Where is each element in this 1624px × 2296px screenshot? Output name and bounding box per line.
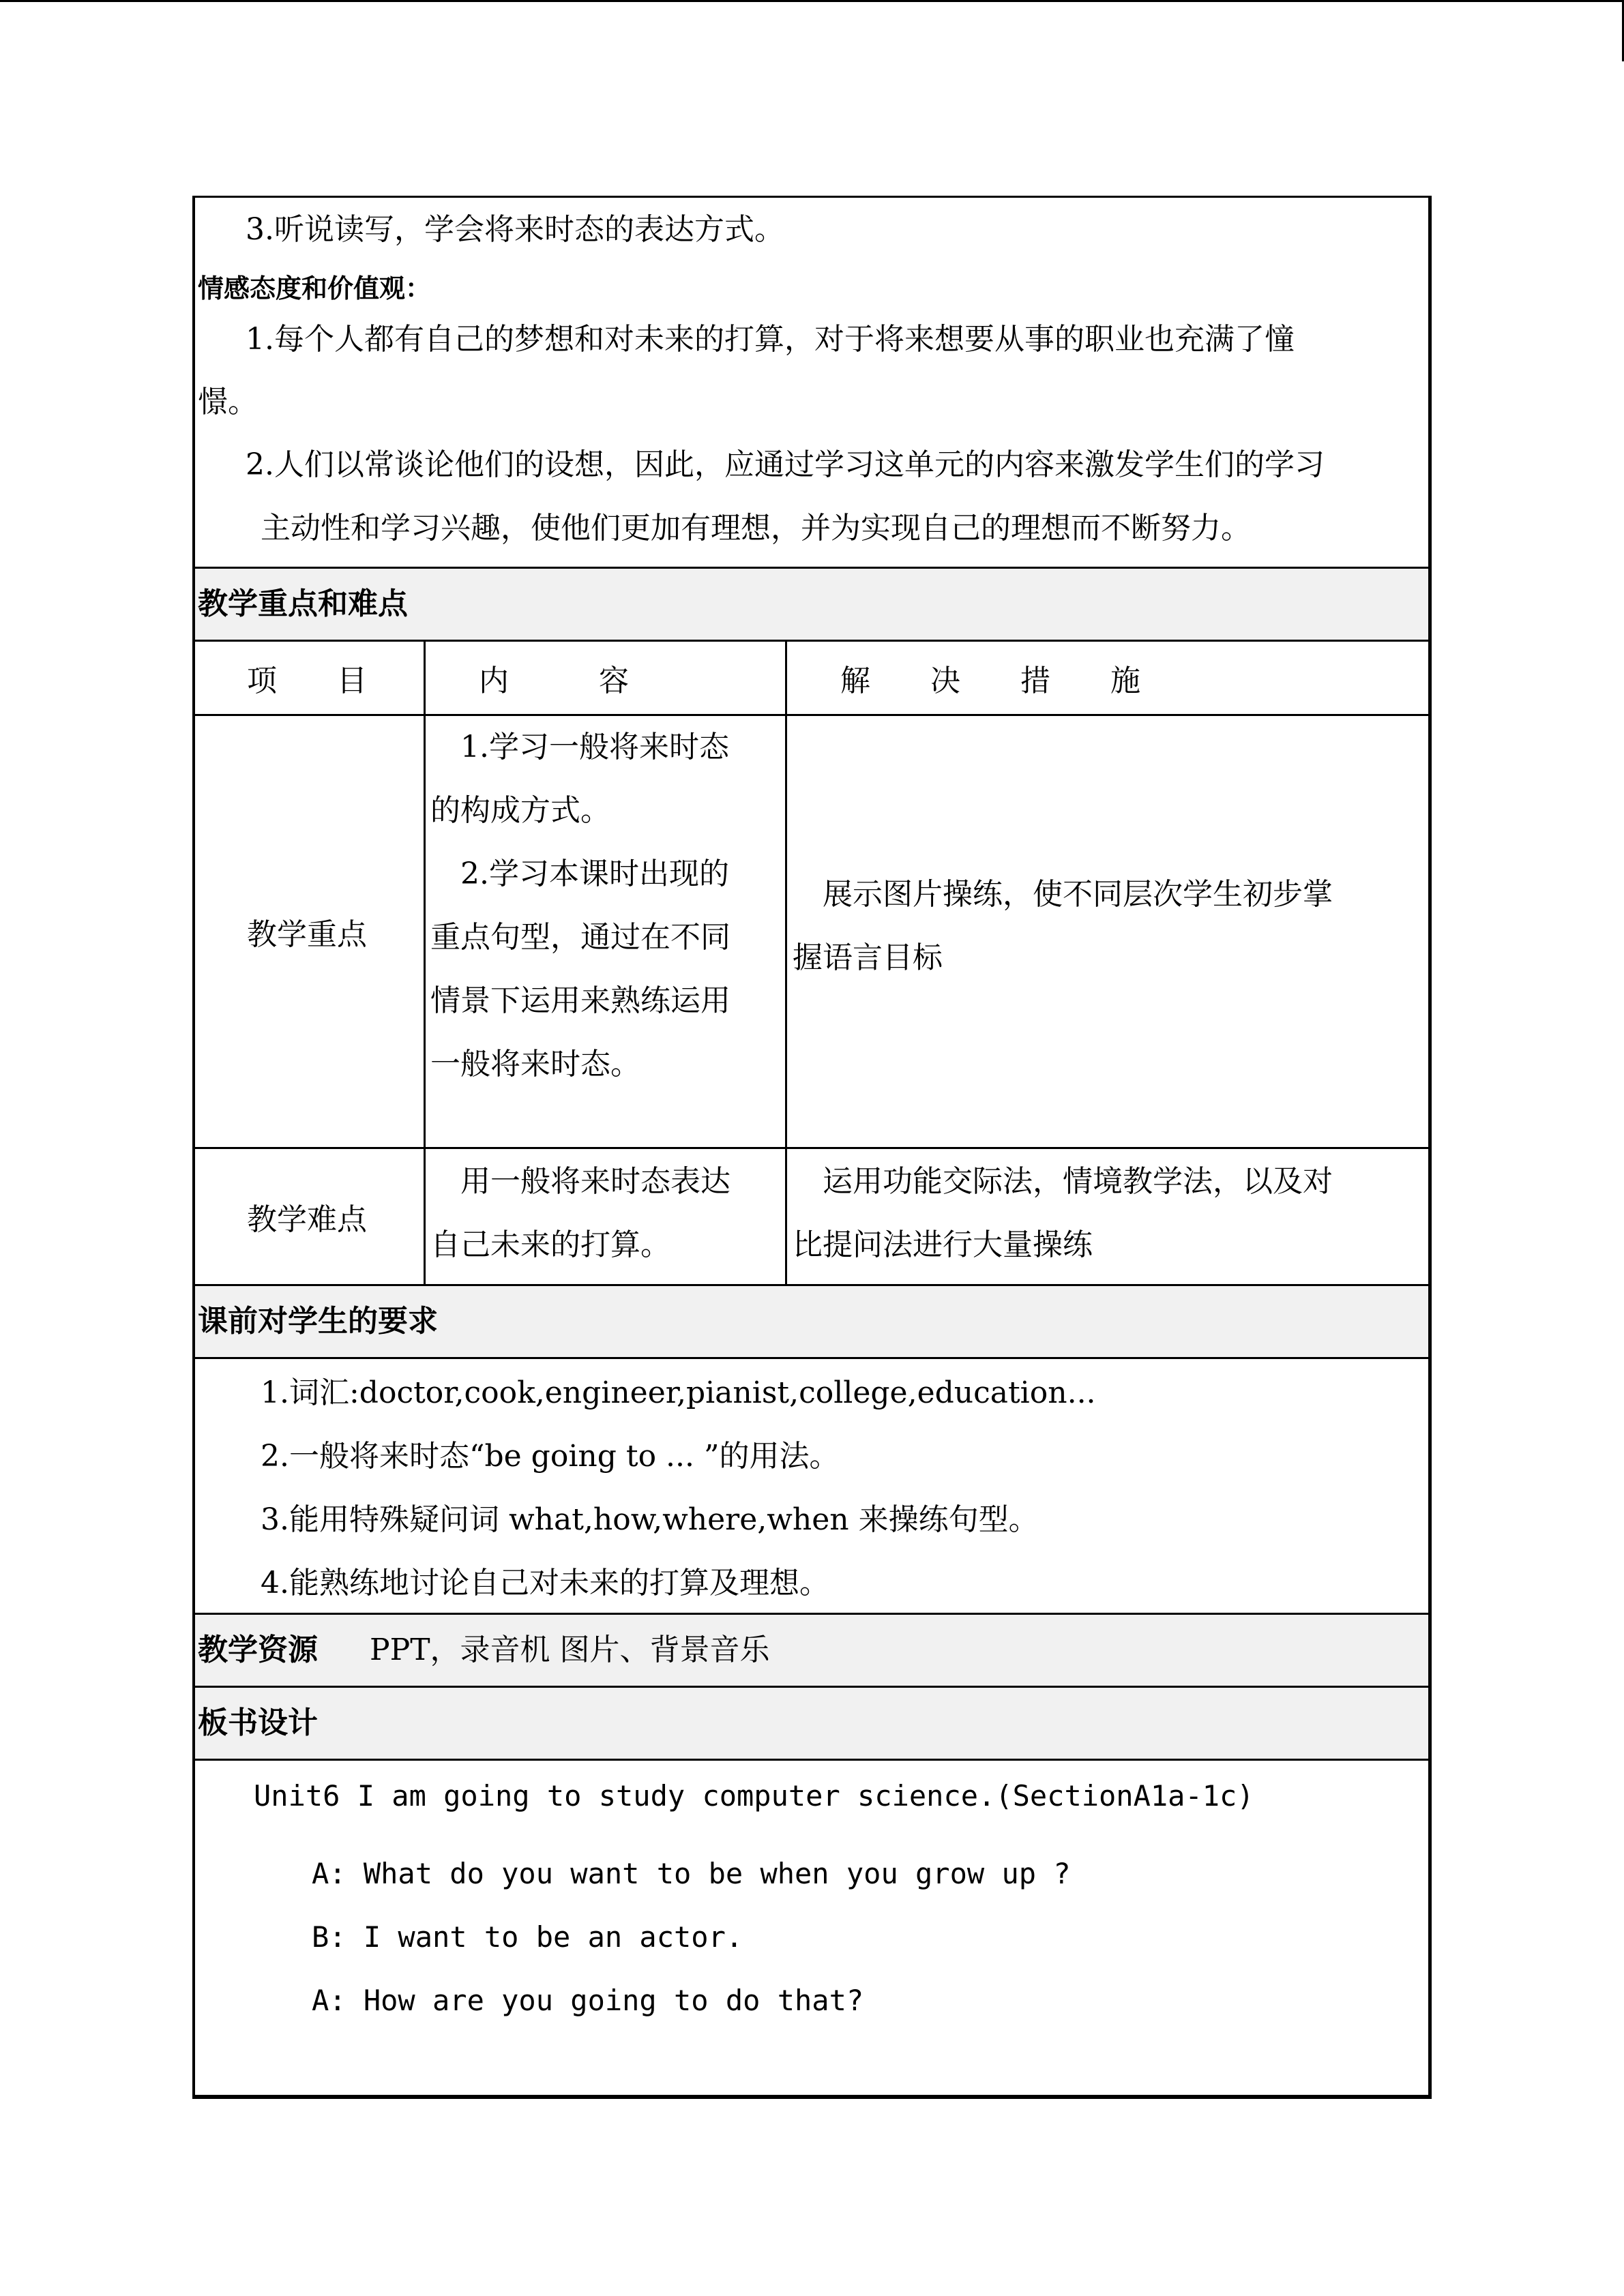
key-point-content-line: 情景下运用来熟练运用 (430, 983, 730, 1018)
column-measure-header: 解 决 措 施 (840, 664, 1140, 698)
board-unit-title: Unit6 I am going to study computer science.(SectionA1a-1c) (254, 1779, 1254, 1813)
column-item-header: 项 目 (247, 664, 367, 698)
requirements-title: 课前对学生的要求 (198, 1304, 438, 1339)
attitude-item-1-line1: 1.每个人都有自己的梦想和对未来的打算，对于将来想要从事的职业也充满了憧 (246, 322, 1295, 357)
key-point-measure-line: 展示图片操练，使不同层次学生初步掌 (793, 877, 1333, 912)
key-point-content-line: 2.学习本课时出现的 (430, 856, 729, 891)
requirement-item: 4.能熟练地讨论自己对未来的打算及理想。 (261, 1566, 829, 1600)
requirement-item: 1.词汇:doctor,cook,engineer,pianist,college,education... (261, 1375, 1096, 1410)
column-content-header: 内 容 (479, 664, 629, 698)
requirement-item: 2.一般将来时态“be going to ... ”的用法。 (261, 1439, 840, 1474)
resources-value: PPT，录音机 图片、背景音乐 (370, 1632, 770, 1667)
difficult-point-content-line: 用一般将来时态表达 (430, 1164, 730, 1199)
dialogue-line: A: What do you want to be when you grow up ? (312, 1857, 1071, 1890)
key-point-content-line: 1.学习一般将来时态 (430, 730, 729, 764)
lesson-plan-table (192, 196, 1432, 2099)
difficult-point-measure-line: 运用功能交际法，情境教学法，以及对 (793, 1164, 1333, 1199)
attitude-item-2-line1: 2.人们以常谈论他们的设想，因此，应通过学习这单元的内容来激发学生们的学习 (246, 447, 1325, 482)
key-point-measure-line: 握语言目标 (793, 940, 943, 975)
requirement-item: 3.能用特殊疑问词 what,how,where,when 来操练句型。 (261, 1502, 1039, 1537)
difficult-point-content-line: 自己未来的打算。 (430, 1227, 670, 1262)
attitude-item-1-line2: 憬。 (198, 385, 258, 419)
key-point-content-line: 的构成方式。 (430, 793, 610, 828)
board-design-title: 板书设计 (198, 1705, 318, 1740)
key-point-content-line: 重点句型，通过在不同 (430, 920, 730, 955)
difficult-point-measure-line: 比提问法进行大量操练 (793, 1227, 1093, 1262)
dialogue-line: A: How are you going to do that? (312, 1984, 864, 2017)
key-point-content-line: 一般将来时态。 (430, 1047, 640, 1082)
dialogue-line: B: I want to be an actor. (312, 1920, 743, 1954)
attitude-item-2-line2: 主动性和学习兴趣，使他们更加有理想，并为实现自己的理想而不断努力。 (261, 511, 1251, 546)
table-frame (192, 196, 1432, 2099)
difficult-point-item: 教学难点 (247, 1202, 367, 1237)
resources-label: 教学资源 (198, 1632, 318, 1667)
page-top-rule (0, 0, 1624, 2)
attitude-heading: 情感态度和价值观： (198, 273, 432, 303)
objective-skill-3: 3.听说读写，学会将来时态的表达方式。 (246, 212, 784, 247)
key-points-title: 教学重点和难点 (198, 586, 408, 621)
key-point-item: 教学重点 (247, 917, 367, 952)
